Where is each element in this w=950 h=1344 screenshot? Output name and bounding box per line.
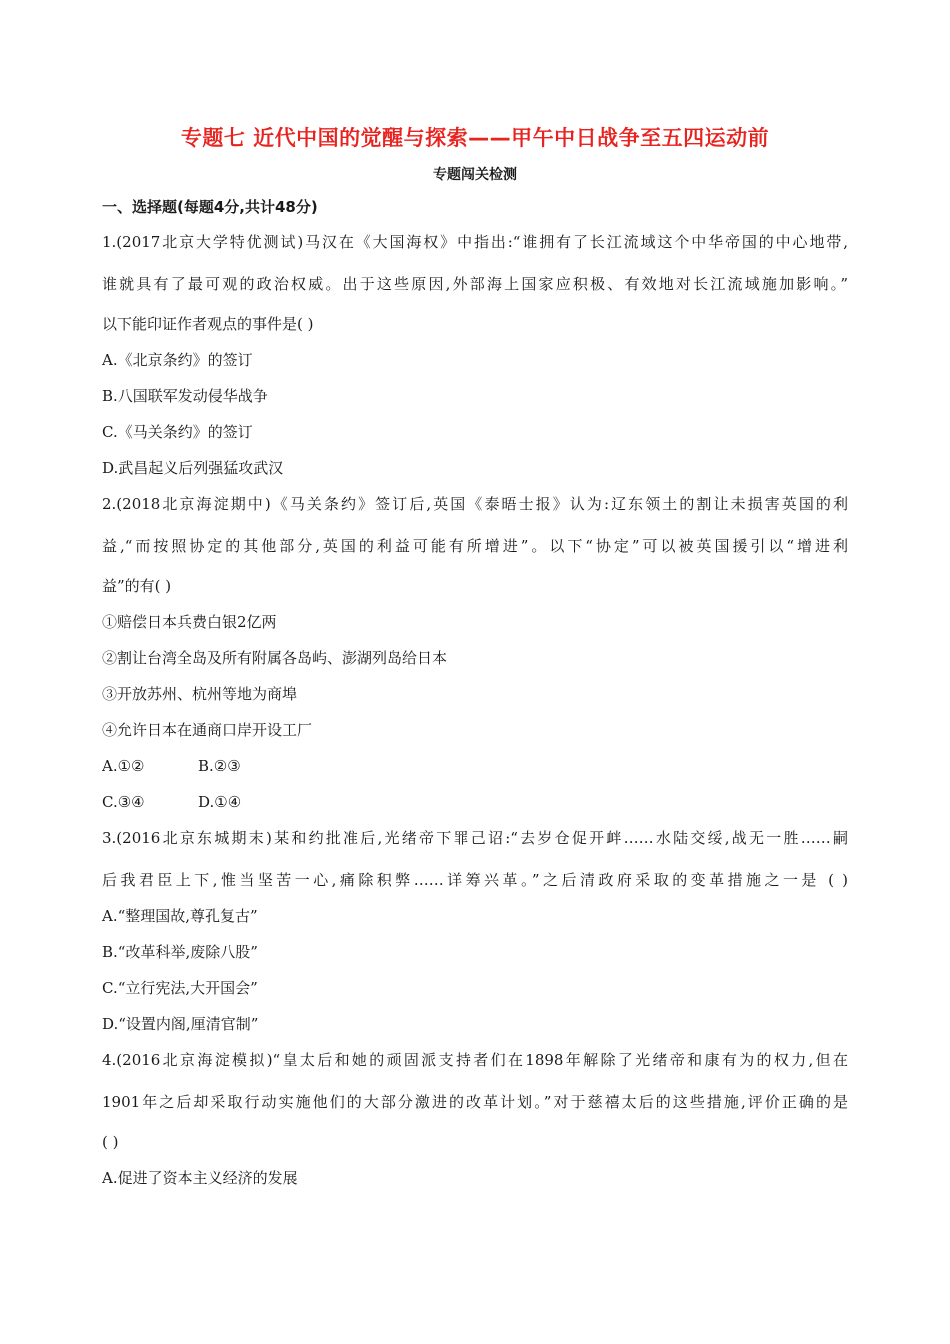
page-title: 专题七 近代中国的觉醒与探索——甲午中日战争至五四运动前 [180, 126, 770, 150]
q4-stem-line-2: 1901年之后却采取行动实施他们的大部分激进的改革计划。”对于慈禧太后的这些措施,评价正确的是 [102, 1093, 848, 1111]
q4-stem-line-3: ( ) [102, 1133, 119, 1151]
q2-stem-line-1: 2.(2018北京海淀期中)《马关条约》签订后,英国《泰晤士报》认为:辽东领土的割让未损害英国的利 [102, 495, 848, 513]
q4-stem-line-1: 4.(2016北京海淀模拟)“皇太后和她的顽固派支持者们在1898年解除了光绪帝和康有为的权力,但在 [102, 1051, 848, 1069]
q1-stem-line-1: 1.(2017北京大学特优测试)马汉在《大国海权》中指出:“谁拥有了长江流域这个中华帝国的中心地带, [102, 233, 848, 251]
q3-option-d: D.“设置内阁,厘清官制” [102, 1015, 259, 1033]
q1-stem-line-2: 谁就具有了最可观的政治权威。出于这些原因,外部海上国家应积极、有效地对长江流域施加影响。” [102, 275, 848, 293]
q3-option-c: C.“立行宪法,大开国会” [102, 979, 258, 997]
q1-stem-line-3: 以下能印证作者观点的事件是( ) [102, 315, 314, 333]
q2-item-1: ①赔偿日本兵费白银2亿两 [102, 613, 277, 631]
q2-option-c: C.③④ [102, 793, 145, 811]
q1-option-c: C.《马关条约》的签订 [102, 423, 253, 441]
q2-item-4: ④允许日本在通商口岸开设工厂 [102, 721, 313, 739]
q3-stem-line-2: 后我君臣上下,惟当坚苦一心,痛除积弊……详筹兴革。”之后清政府采取的变革措施之一是 ( ) [102, 871, 848, 889]
q1-option-b: B.八国联军发动侵华战争 [102, 387, 268, 405]
q1-option-d: D.武昌起义后列强猛攻武汉 [102, 459, 284, 477]
section-heading: 一、选择题(每题4分,共计48分) [102, 198, 318, 216]
q4-option-a: A.促进了资本主义经济的发展 [102, 1169, 298, 1187]
q2-option-d: D.①④ [198, 793, 242, 811]
q2-option-a: A.①② [102, 757, 145, 775]
q2-option-b: B.②③ [198, 757, 241, 775]
q2-stem-line-3: 益”的有( ) [102, 577, 172, 595]
q3-stem-line-1: 3.(2016北京东城期末)某和约批准后,光绪帝下罪己诏:“去岁仓促开衅……水陆交绥,战无一胜……嗣 [102, 829, 848, 847]
q3-option-a: A.“整理国故,尊孔复古” [102, 907, 258, 925]
q1-option-a: A.《北京条约》的签订 [102, 351, 253, 369]
q3-option-b: B.“改革科举,废除八股” [102, 943, 258, 961]
q2-stem-line-2: 益,“而按照协定的其他部分,英国的利益可能有所增进”。以下“协定”可以被英国援引以“增进利 [102, 537, 848, 555]
q2-item-2: ②割让台湾全岛及所有附属各岛屿、澎湖列岛给日本 [102, 649, 448, 667]
page-subtitle: 专题闯关检测 [433, 167, 517, 183]
q2-item-3: ③开放苏州、杭州等地为商埠 [102, 685, 298, 703]
